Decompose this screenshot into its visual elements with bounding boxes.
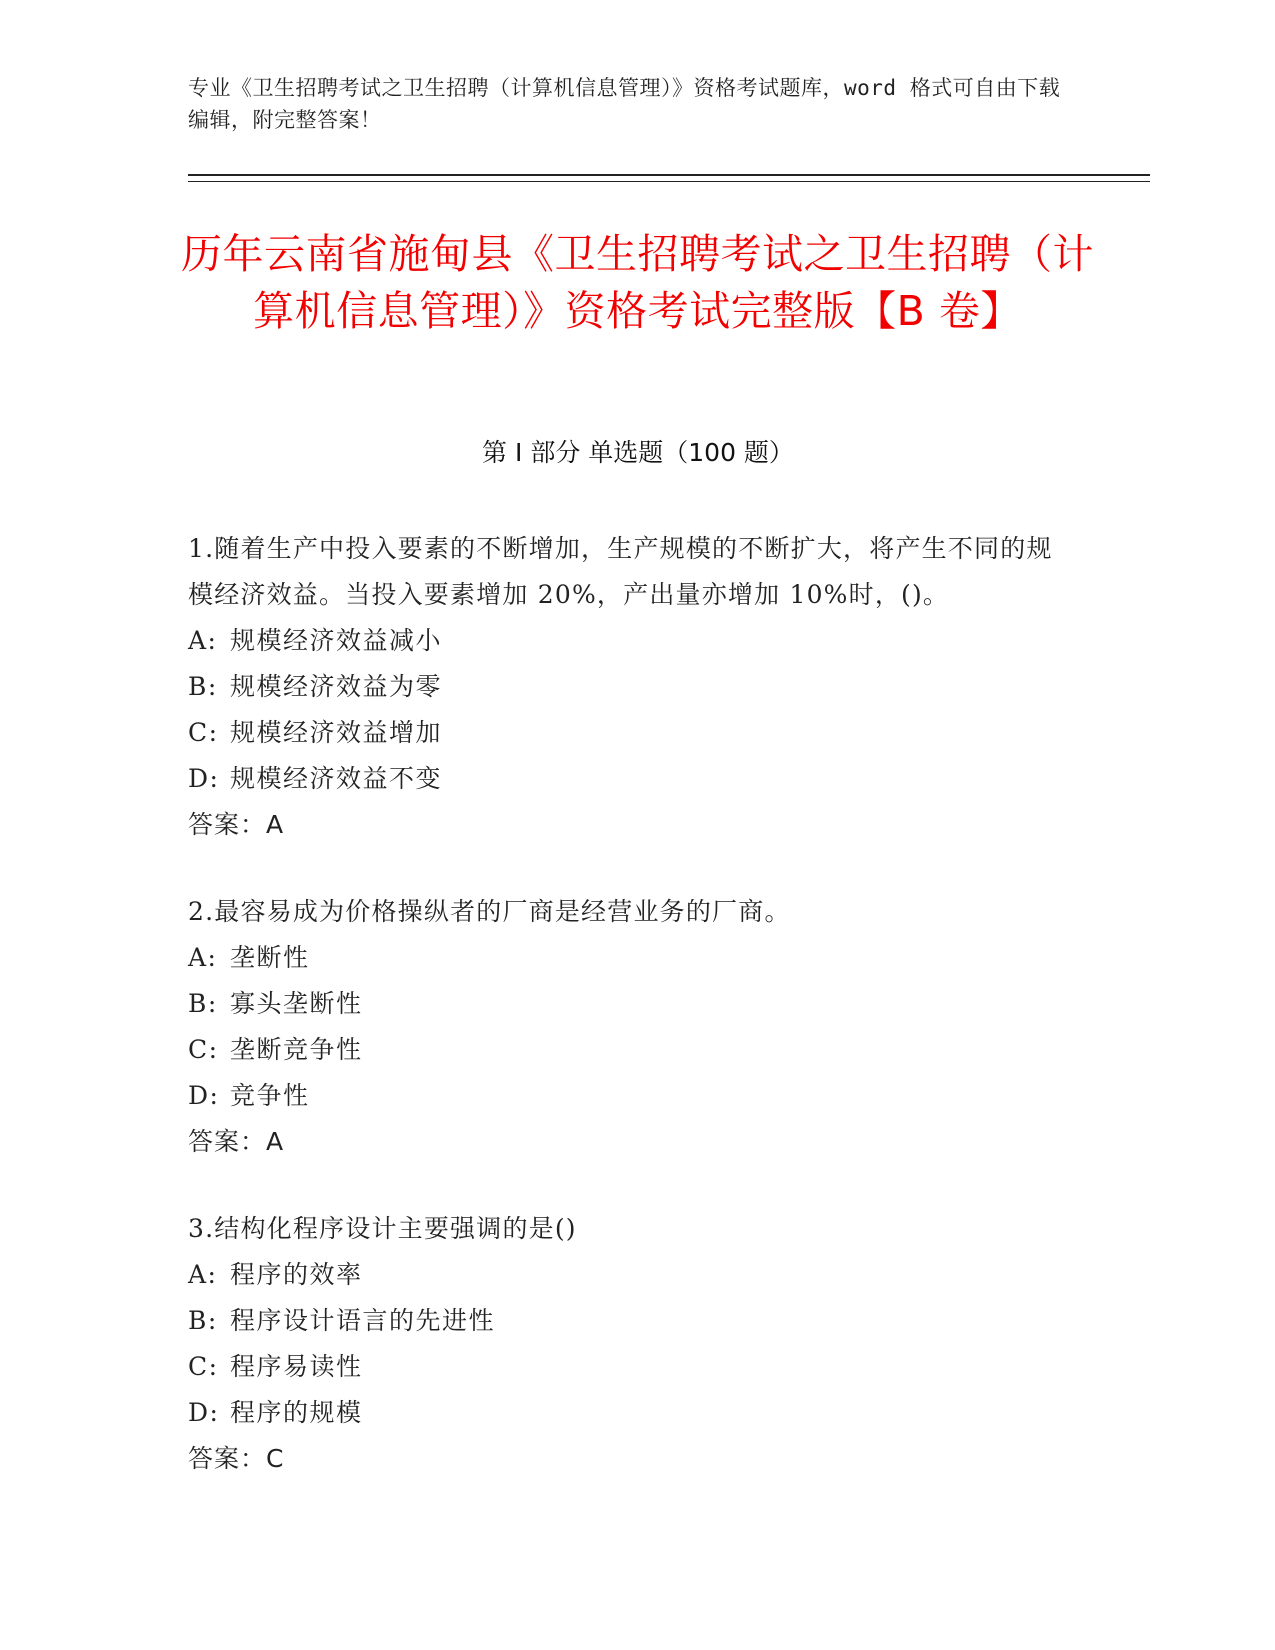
option-b bbox=[188, 1298, 1078, 1344]
option-a bbox=[188, 1252, 1078, 1298]
option-letter: A: bbox=[188, 1260, 218, 1289]
option-letter: C: bbox=[188, 718, 219, 747]
document-title: 历年云南省施甸县《卫生招聘考试之卫生招聘（计算机信息管理）》资格考试完整版【B 卷】 bbox=[181, 230, 1094, 335]
option-d bbox=[188, 1073, 1078, 1119]
option-text: 垄断性 bbox=[230, 943, 310, 972]
option-letter: B: bbox=[188, 989, 218, 1018]
question-2 bbox=[188, 889, 1078, 1165]
header-note: 专业《卫生招聘考试之卫生招聘（计算机信息管理）》资格考试题库，word 格式可自由下载编辑，附完整答案！ bbox=[188, 76, 1061, 132]
option-letter: D: bbox=[188, 764, 220, 793]
option-text: 规模经济效益为零 bbox=[230, 672, 443, 701]
option-text: 寡头垄断性 bbox=[230, 989, 363, 1018]
option-letter: B: bbox=[188, 672, 218, 701]
option-d bbox=[188, 1390, 1078, 1436]
question-stem: 3.结构化程序设计主要强调的是() bbox=[188, 1214, 577, 1243]
answer-line: 答案：A bbox=[188, 810, 285, 839]
option-letter: C: bbox=[188, 1352, 219, 1381]
option-c bbox=[188, 1344, 1078, 1390]
question-1 bbox=[188, 526, 1078, 848]
answer-line: 答案：C bbox=[188, 1444, 285, 1473]
option-text: 规模经济效益不变 bbox=[230, 764, 443, 793]
option-text: 程序的规模 bbox=[230, 1398, 363, 1427]
header-divider-thick bbox=[188, 174, 1150, 176]
question-stem: 1.随着生产中投入要素的不断增加，生产规模的不断扩大，将产生不同的规模经济效益。当投入要素增加 20%，产出量亦增加 10%时，()。 bbox=[188, 534, 1053, 609]
option-letter: A: bbox=[188, 626, 218, 655]
option-text: 程序设计语言的先进性 bbox=[230, 1306, 496, 1335]
answer-line: 答案：A bbox=[188, 1127, 285, 1156]
question-3 bbox=[188, 1206, 1078, 1482]
option-text: 竞争性 bbox=[230, 1081, 310, 1110]
option-c bbox=[188, 1027, 1078, 1073]
option-letter: D: bbox=[188, 1081, 220, 1110]
option-d bbox=[188, 756, 1078, 802]
question-stem: 2.最容易成为价格操纵者的厂商是经营业务的厂商。 bbox=[188, 897, 791, 926]
option-letter: A: bbox=[188, 943, 218, 972]
header-divider-thin bbox=[188, 181, 1150, 182]
option-b bbox=[188, 664, 1078, 710]
option-a bbox=[188, 935, 1078, 981]
option-text: 规模经济效益减小 bbox=[230, 626, 443, 655]
option-b bbox=[188, 981, 1078, 1027]
option-text: 程序易读性 bbox=[230, 1352, 363, 1381]
option-letter: D: bbox=[188, 1398, 220, 1427]
option-c bbox=[188, 710, 1078, 756]
option-letter: B: bbox=[188, 1306, 218, 1335]
option-letter: C: bbox=[188, 1035, 219, 1064]
option-text: 规模经济效益增加 bbox=[230, 718, 443, 747]
option-text: 程序的效率 bbox=[230, 1260, 363, 1289]
option-a bbox=[188, 618, 1078, 664]
section-title: 第 I 部分 单选题（100 题） bbox=[482, 438, 794, 467]
option-text: 垄断竞争性 bbox=[230, 1035, 363, 1064]
